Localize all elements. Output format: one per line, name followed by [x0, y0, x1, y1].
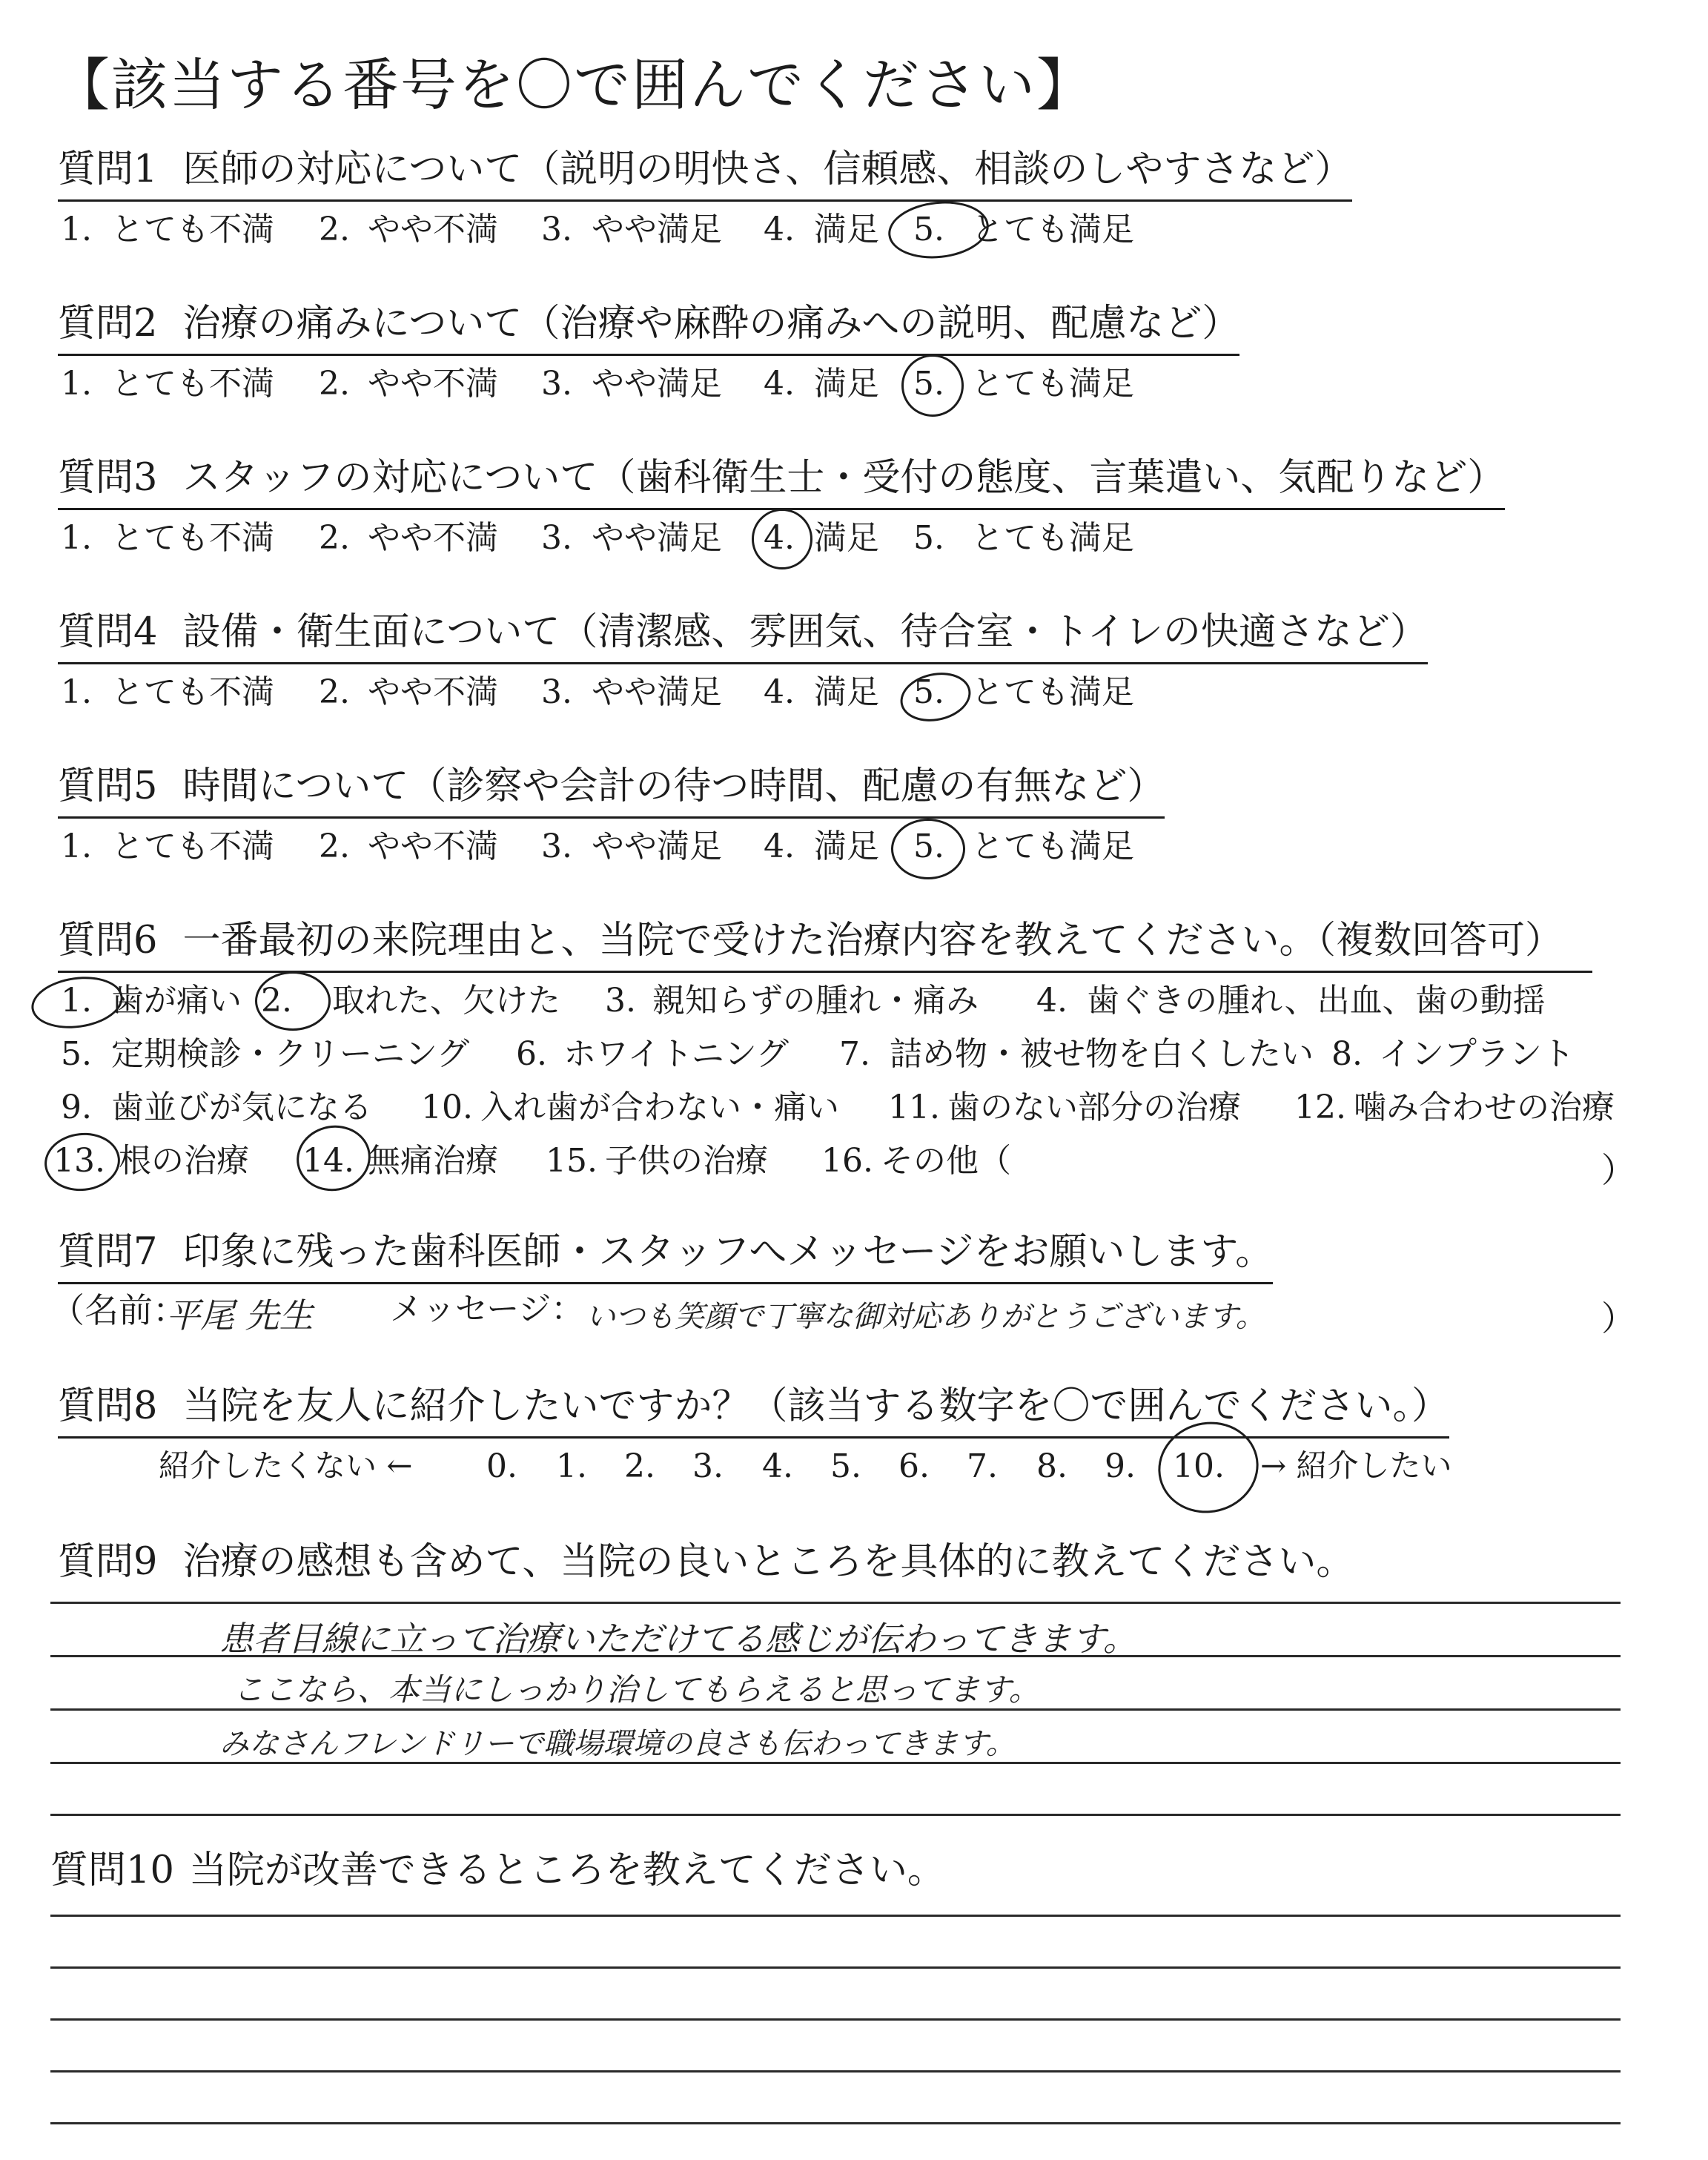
option-2-label[interactable]: やや不満 — [368, 673, 498, 711]
handwritten-answer-line: みなさんフレンドリーで職場環境の良さも伝わってきます。 — [219, 1727, 1016, 1761]
option-4-label[interactable]: 満足 — [814, 365, 879, 403]
q6-option-label[interactable]: ホワイトニング — [563, 1035, 790, 1073]
scale-option[interactable]: 0. — [486, 1447, 517, 1485]
option-5-number[interactable]: 5. — [913, 673, 944, 711]
q6-option-label[interactable]: 歯ぐきの腫れ、出血、歯の動揺 — [1087, 982, 1546, 1020]
question-number: 質問9 — [58, 1540, 158, 1584]
q6-option-label[interactable]: 噛み合わせの治療 — [1354, 1089, 1615, 1126]
name-handwritten: 平尾 先生 — [166, 1295, 314, 1335]
option-3-label[interactable]: やや満足 — [592, 673, 722, 711]
q6-option-label[interactable]: 詰め物・被せ物を白くしたい — [890, 1035, 1314, 1073]
q6-option-label[interactable]: 歯のない部分の治療 — [947, 1089, 1241, 1126]
scale-option[interactable]: 1. — [556, 1447, 587, 1485]
option-3-label[interactable]: やや満足 — [592, 519, 722, 557]
option-1-label[interactable]: とても不満 — [111, 211, 274, 248]
answer-line — [50, 2018, 1621, 2021]
q6-option-label[interactable]: 根の治療 — [119, 1142, 249, 1180]
question-number: 質問10 — [50, 1849, 174, 1892]
q6-option-label[interactable]: 子供の治療 — [605, 1142, 768, 1180]
question-text: 時間について（診察や会計の待つ時間、配慮の有無など） — [182, 764, 1165, 808]
question-text: 医師の対応について（説明の明快さ、信頼感、相談のしやすさなど） — [182, 148, 1353, 191]
q6-option-number[interactable]: 8. — [1331, 1035, 1363, 1073]
message-label: メッセージ： — [390, 1290, 584, 1328]
question-text: 一番最初の来院理由と、当院で受けた治療内容を教えてください。（複数回答可） — [182, 919, 1563, 962]
option-3-number[interactable]: 3. — [541, 673, 572, 711]
question-number: 質問6 — [58, 919, 158, 962]
option-2-number[interactable]: 2. — [319, 519, 350, 557]
option-5-number[interactable]: 5. — [913, 519, 944, 557]
answer-line — [50, 1602, 1621, 1604]
option-4-number[interactable]: 4. — [764, 828, 795, 865]
q6-option-label[interactable]: 定期検診・クリーニング — [111, 1035, 470, 1073]
q6-option-number[interactable]: 4. — [1036, 982, 1068, 1020]
q6-option-number[interactable]: 14. — [302, 1142, 354, 1180]
option-5-label[interactable]: とても満足 — [971, 211, 1134, 248]
option-4-number[interactable]: 4. — [764, 365, 795, 403]
q6-option-label[interactable]: 親知らずの腫れ・痛み — [652, 982, 979, 1020]
option-3-label[interactable]: やや満足 — [592, 828, 722, 865]
question-8-title — [58, 1385, 1449, 1439]
q6-option-label[interactable]: 無痛治療 — [368, 1142, 498, 1180]
option-2-label[interactable]: やや不満 — [368, 211, 498, 248]
option-2-label[interactable]: やや不満 — [368, 828, 498, 865]
question-text: 治療の痛みについて（治療や麻酔の痛みへの説明、配慮など） — [182, 302, 1240, 346]
option-2-number[interactable]: 2. — [319, 828, 350, 865]
question-text: 治療の感想も含めて、当院の良いところを具体的に教えてください。 — [182, 1540, 1354, 1584]
scale-left-label: 紹介したくない ← — [159, 1447, 413, 1484]
option-3-number[interactable]: 3. — [541, 519, 572, 557]
scale-option[interactable]: 2. — [624, 1447, 655, 1485]
option-2-label[interactable]: やや不満 — [368, 365, 498, 403]
option-4-label[interactable]: 満足 — [814, 673, 879, 711]
option-5-label[interactable]: とても満足 — [971, 519, 1134, 557]
q6-option-label[interactable]: インプラント — [1379, 1035, 1575, 1073]
option-5-number[interactable]: 5. — [913, 828, 944, 865]
option-4-label[interactable]: 満足 — [814, 828, 879, 865]
option-1-label[interactable]: とても不満 — [111, 828, 274, 865]
option-1-label[interactable]: とても不満 — [111, 365, 274, 403]
option-3-label[interactable]: やや満足 — [592, 365, 722, 403]
page-title: 【該当する番号を〇で囲んでください】 — [53, 52, 1094, 118]
q6-option-label[interactable]: 入れ歯が合わない・痛い — [480, 1089, 839, 1126]
option-2-number[interactable]: 2. — [319, 211, 350, 248]
scale-option[interactable]: 9. — [1105, 1447, 1136, 1485]
question-10-title — [50, 1849, 945, 1900]
answer-line — [50, 1915, 1621, 1917]
q6-close-paren: ） — [1601, 1150, 1635, 1190]
q6-option-label[interactable]: その他（ — [881, 1142, 1011, 1180]
scale-option[interactable]: 3. — [692, 1447, 724, 1485]
question-5-title — [58, 765, 1165, 819]
option-2-number[interactable]: 2. — [319, 365, 350, 403]
q6-option-number[interactable]: 5. — [61, 1035, 92, 1073]
option-5-number[interactable]: 5. — [913, 365, 944, 403]
option-4-number[interactable]: 4. — [764, 211, 795, 248]
question-text: 当院を友人に紹介したいですか？（該当する数字を〇で囲んでください。） — [182, 1384, 1449, 1428]
q6-option-number[interactable]: 15. — [546, 1142, 598, 1180]
q6-option-number[interactable]: 1. — [61, 982, 92, 1020]
option-3-number[interactable]: 3. — [541, 828, 572, 865]
scale-option[interactable]: 7. — [967, 1447, 998, 1485]
question-3-title — [58, 457, 1505, 510]
scale-right-label: → 紹介したい — [1260, 1447, 1452, 1484]
option-5-label[interactable]: とても満足 — [971, 828, 1134, 865]
answer-line — [50, 1708, 1621, 1711]
option-5-label[interactable]: とても満足 — [971, 673, 1134, 711]
answer-line — [50, 1966, 1621, 1969]
question-number: 質問3 — [58, 456, 158, 500]
option-4-number[interactable]: 4. — [764, 673, 795, 711]
scale-option[interactable]: 8. — [1036, 1447, 1068, 1485]
answer-line — [50, 2070, 1621, 2073]
answer-line — [50, 1655, 1621, 1657]
question-7-title — [58, 1231, 1273, 1284]
question-number: 質問5 — [58, 764, 158, 808]
option-4-number[interactable]: 4. — [764, 519, 795, 557]
q6-option-number[interactable]: 11. — [888, 1089, 940, 1126]
option-2-number[interactable]: 2. — [319, 673, 350, 711]
q6-option-number[interactable]: 2. — [261, 982, 292, 1020]
option-1-number[interactable]: 1. — [61, 673, 92, 711]
option-3-number[interactable]: 3. — [541, 365, 572, 403]
q6-option-label[interactable]: 歯が痛い — [111, 982, 242, 1020]
option-1-label[interactable]: とても不満 — [111, 519, 274, 557]
option-1-number[interactable]: 1. — [61, 365, 92, 403]
question-number: 質問2 — [58, 302, 158, 346]
handwritten-answer-line: ここなら、本当にしっかり治してもらえると思ってます。 — [233, 1671, 1040, 1708]
q6-option-number[interactable]: 6. — [516, 1035, 547, 1073]
option-1-label[interactable]: とても不満 — [111, 673, 274, 711]
question-text: 当院が改善できるところを教えてください。 — [188, 1849, 945, 1892]
question-number: 質問1 — [58, 148, 158, 191]
question-number: 質問8 — [58, 1384, 158, 1428]
scale-option[interactable]: 10. — [1173, 1447, 1225, 1485]
option-1-number[interactable]: 1. — [61, 519, 92, 557]
option-1-number[interactable]: 1. — [61, 211, 92, 248]
option-2-label[interactable]: やや不満 — [368, 519, 498, 557]
option-1-number[interactable]: 1. — [61, 828, 92, 865]
q6-option-label[interactable]: 歯並びが気になる — [111, 1089, 372, 1126]
question-2-title — [58, 303, 1239, 356]
question-text: スタッフの対応について（歯科衛生士・受付の態度、言葉遣い、気配りなど） — [182, 456, 1506, 500]
q7-close-paren: ） — [1601, 1298, 1635, 1338]
option-5-label[interactable]: とても満足 — [971, 365, 1134, 403]
answer-line — [50, 1814, 1621, 1816]
scale-option[interactable]: 5. — [830, 1447, 861, 1485]
question-text: 設備・衛生面について（清潔感、雰囲気、待合室・トイレの快適さなど） — [182, 610, 1428, 654]
question-9-title — [58, 1541, 1354, 1592]
q6-option-number[interactable]: 3. — [605, 982, 636, 1020]
scale-option[interactable]: 4. — [762, 1447, 793, 1485]
question-1-title — [58, 148, 1352, 202]
question-4-title — [58, 611, 1428, 664]
option-5-number[interactable]: 5. — [913, 211, 944, 248]
answer-line — [50, 2122, 1621, 2124]
option-4-label[interactable]: 満足 — [814, 519, 879, 557]
option-3-label[interactable]: やや満足 — [592, 211, 722, 248]
q6-option-number[interactable]: 10. — [421, 1089, 473, 1126]
name-label: （名前： — [50, 1290, 187, 1330]
q6-option-number[interactable]: 9. — [61, 1089, 92, 1126]
option-3-number[interactable]: 3. — [541, 211, 572, 248]
option-4-label[interactable]: 満足 — [814, 211, 879, 248]
scale-option[interactable]: 6. — [898, 1447, 930, 1485]
q6-option-number[interactable]: 16. — [821, 1142, 873, 1180]
q6-option-number[interactable]: 7. — [839, 1035, 870, 1073]
handwritten-answer-line: 患者目線に立って治療いただけてる感じが伝わってきます。 — [219, 1619, 1137, 1659]
message-handwritten: いつも笑顔で丁寧な御対応ありがとうございます。 — [586, 1300, 1265, 1334]
question-6-title — [58, 919, 1592, 973]
q6-option-number[interactable]: 12. — [1294, 1089, 1346, 1126]
q6-option-number[interactable]: 13. — [53, 1142, 105, 1180]
question-text: 印象に残った歯科医師・スタッフへメッセージをお願いします。 — [182, 1230, 1274, 1274]
q6-option-label[interactable]: 取れた、欠けた — [332, 982, 560, 1020]
answer-line — [50, 1762, 1621, 1764]
question-number: 質問4 — [58, 610, 158, 654]
question-number: 質問7 — [58, 1230, 158, 1274]
